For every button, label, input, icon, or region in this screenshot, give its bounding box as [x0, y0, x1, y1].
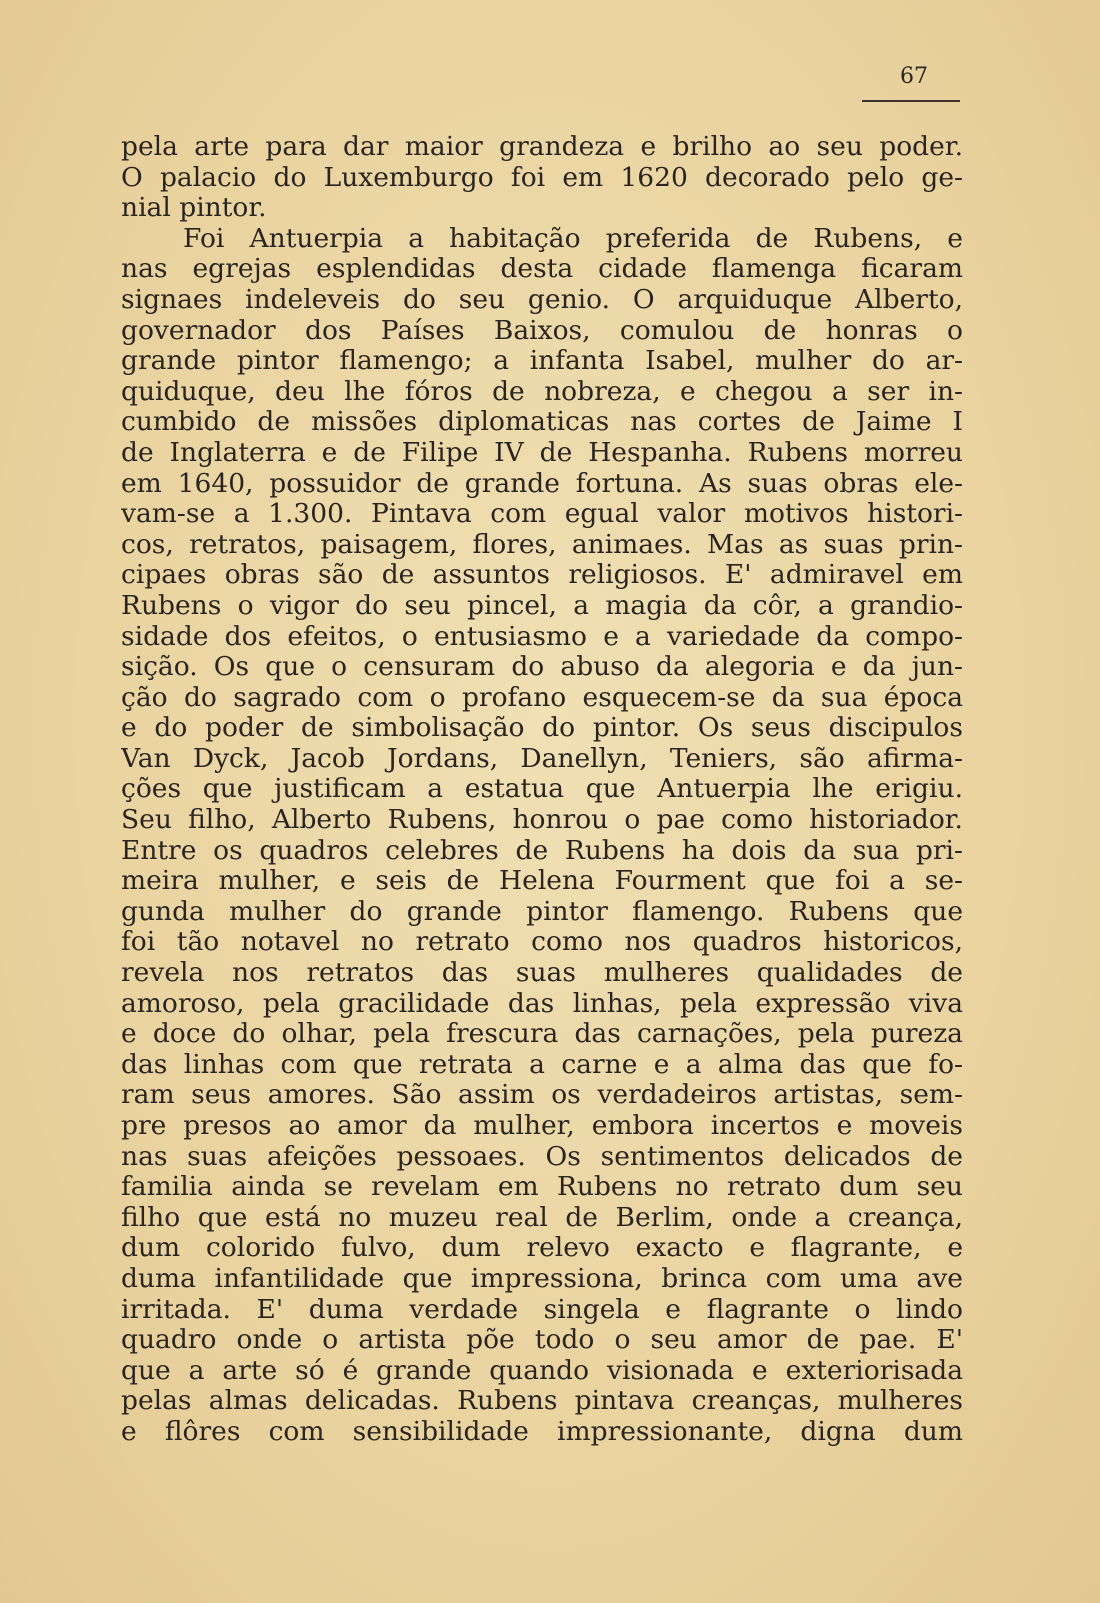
text-line: sidade dos efeitos, o entusiasmo e a variedade da compo-	[121, 621, 963, 652]
text-line: gunda mulher do grande pintor flamengo. Rubens que	[121, 896, 963, 927]
text-line: e flôres com sensibilidade impressionante, digna dum	[121, 1416, 963, 1447]
text-line: governador dos Países Baixos, comulou de honras o	[121, 315, 963, 346]
text-line: quadro onde o artista põe todo o seu amor de pae. E'	[121, 1325, 963, 1356]
text-line: Entre os quadros celebres de Rubens ha dois da sua pri-	[121, 835, 963, 866]
text-line: Rubens o vigor do seu pincel, a magia da côr, a grandio-	[121, 590, 963, 621]
text-line: amoroso, pela gracilidade das linhas, pela expressão viva	[121, 988, 963, 1019]
text-line: Van Dyck, Jacob Jordans, Danellyn, Teniers, são afirma-	[121, 743, 963, 774]
text-line: e doce do olhar, pela frescura das carnações, pela pureza	[121, 1019, 963, 1050]
text-line: foi tão notavel no retrato como nos quadros historicos,	[121, 927, 963, 958]
text-line: irritada. E' duma verdade singela e flagrante o lindo	[121, 1294, 963, 1325]
text-line: de Inglaterra e de Filipe IV de Hespanha. Rubens morreu	[121, 437, 963, 468]
text-line: dum colorido fulvo, dum relevo exacto e flagrante, e	[121, 1233, 963, 1264]
text-line: Foi Antuerpia a habitação preferida de Rubens, e	[183, 223, 963, 254]
text-line: cipaes obras são de assuntos religiosos. E' admiravel em	[121, 560, 963, 591]
text-line: signaes indeleveis do seu genio. O arquiduque Alberto,	[121, 284, 963, 315]
text-line: e do poder de simbolisação do pintor. Os seus discipulos	[121, 713, 963, 744]
text-line: cumbido de missões diplomaticas nas cortes de Jaime I	[121, 407, 963, 438]
text-line: O palacio do Luxemburgo foi em 1620 decorado pelo ge-	[121, 162, 963, 193]
text-line: vam-se a 1.300. Pintava com egual valor motivos histori-	[121, 499, 963, 530]
text-line: sição. Os que o censuram do abuso da alegoria e da jun-	[121, 652, 963, 683]
text-line: filho que está no muzeu real de Berlim, onde a creança,	[121, 1202, 963, 1233]
text-line: Seu filho, Alberto Rubens, honrou o pae como historiador.	[121, 805, 963, 836]
text-line: meira mulher, e seis de Helena Fourment que foi a se-	[121, 866, 963, 897]
page-number-rule	[862, 100, 960, 102]
text-line: ção do sagrado com o profano esquecem-se da sua época	[121, 682, 963, 713]
text-line: ram seus amores. São assim os verdadeiros artistas, sem-	[121, 1080, 963, 1111]
text-line: nas suas afeições pessoaes. Os sentimentos delicados de	[121, 1141, 963, 1172]
text-line: familia ainda se revelam em Rubens no retrato dum seu	[121, 1172, 963, 1203]
text-line: pre presos ao amor da mulher, embora incertos e moveis	[121, 1111, 963, 1141]
text-line: pela arte para dar maior grandeza e brilho ao seu poder.	[121, 132, 963, 162]
text-line: nas egrejas esplendidas desta cidade flamenga ficaram	[121, 254, 963, 285]
text-line: grande pintor flamengo; a infanta Isabel, mulher do ar-	[121, 346, 963, 377]
text-line: nial pintor.	[121, 193, 267, 224]
text-line: que a arte só é grande quando visionada e exteriorisada	[121, 1355, 963, 1386]
text-line: quiduque, deu lhe fóros de nobreza, e chegou a ser in-	[121, 376, 963, 407]
text-line: pelas almas delicadas. Rubens pintava creanças, mulheres	[121, 1386, 963, 1417]
text-line: das linhas com que retrata a carne e a alma das que fo-	[121, 1049, 963, 1080]
text-line: ções que justificam a estatua que Antuerpia lhe erigiu.	[121, 774, 963, 805]
text-line: cos, retratos, paisagem, flores, animaes. Mas as suas prin-	[121, 529, 963, 560]
text-line: duma infantilidade que impressiona, brinca com uma ave	[121, 1263, 963, 1294]
text-line: revela nos retratos das suas mulheres qualidades de	[121, 958, 963, 989]
text-line: em 1640, possuidor de grande fortuna. As suas obras ele-	[121, 468, 963, 499]
body-text	[121, 132, 963, 1448]
page-number: 67	[900, 64, 928, 89]
